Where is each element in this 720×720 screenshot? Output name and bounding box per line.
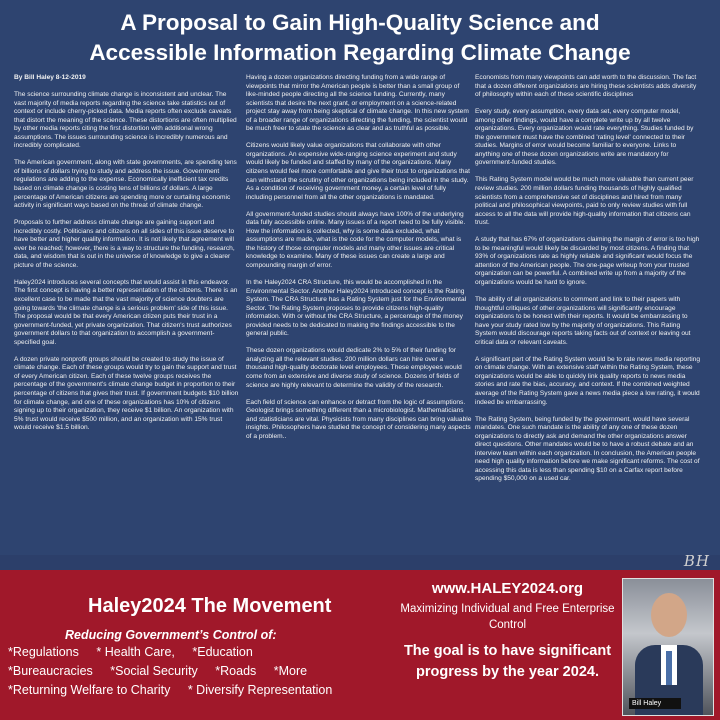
banner-right	[395, 580, 620, 683]
paragraph: This Rating System model would be much more valuable than current peer review studies. 200 million dollars funding thousands of highly qualified scientists from a comprehensive set of disciplines and hired from many political and philosophical viewpoints, paid to only review studies with full access to all the data will provide high-quality information that citizens can trust.	[475, 176, 694, 227]
paragraph: Each field of science can enhance or detract from the logic of assumptions. Geologist brings something different than a microbiologist. Mathematicians and statisticians are vital. Physicists from many disciplines can bring valuable insights. Philosophers have studied the concept of considering many aspects of a problem..	[246, 398, 472, 440]
tagline: Maximizing Individual and Free Enterprise Control	[400, 603, 615, 631]
items-row	[8, 643, 388, 662]
portrait-tie	[666, 651, 672, 685]
movement-heading: Haley2024 The Movement	[88, 595, 332, 617]
portrait-photo	[622, 578, 714, 716]
goal-statement: The goal is to have significant progress by the year 2024.	[403, 643, 612, 680]
paragraph: All government-funded studies should always have 100% of the underlying data fully accessible online. Many issues of a report need to be fully visible. How the information is collected, why is some data excluded, what assumptions are made, what is the code for the computer models, what is the history of those computer models and many other issues are critical knowledge to examine. Many of these issues can create a large and compounding margin of error.	[246, 210, 466, 269]
title-line-1: A Proposal to Gain High-Quality Science and	[120, 10, 600, 35]
title-line-2: Accessible Information Regarding Climate Change	[89, 40, 631, 65]
list-item: *Regulations	[8, 645, 79, 659]
monogram-signature: BH	[683, 552, 710, 570]
column-2	[246, 74, 472, 450]
list-item: *Education	[192, 645, 253, 659]
column-1	[14, 74, 240, 441]
paragraph: The science surrounding climate change is inconsistent and unclear. The vast majority of media reports regarding the science take statistics out of context or include cherry-picked data. Media reports often exclude caveats that distort the meaning of the science. These distortions are often multiplied by other media reports citing the first distortion with additional wrong assumptions. The issues surrounding science is incredibly numerous and incredibly complicated.	[14, 91, 237, 150]
list-item: *More	[273, 664, 308, 678]
paragraph: The American government, along with state governments, are spending tens of billions of dollars trying to study and address the issue. Government regulations are adding to the expense. Economically inefficient tax credits based on climate change is costing tens of billions of dollars. A large percentage of American citizens are spending more or curtailing economic activity in significant ways based on the threat of climate change.	[14, 159, 237, 210]
portrait-head	[651, 593, 687, 637]
list-item: *Roads	[215, 664, 257, 678]
items-row	[8, 662, 388, 681]
photo-caption: Bill Haley	[629, 698, 681, 709]
paragraph: A study that has 67% of organizations claiming the margin of error is too high to be meaningful would likely be discarded by most citizens. A finding that 93% of organizations rate as highly reliable and significant would focus the attention of the American people. The one-page writeup from your trusted organization can be powerful. A combined write up from a majority of the organizations would be hard to ignore.	[475, 236, 700, 286]
list-item: *Social Security	[110, 664, 198, 678]
list-item: * Diversify Representation	[187, 683, 333, 697]
paragraph: Citizens would likely value organizations that collaborate with other organizations. An expensive wide-ranging science experiment and study would likely be funded and staffed by many of the organizations. Many citizens would feel more comfortable and give their trust to organizations that can withstand the scrutiny of other organizations being included in the study. As a condition of receiving government money, a certain level of fully including personnel from all the other organizations is mandated.	[246, 142, 470, 201]
paragraph: In the Haley2024 CRA Structure, this would be accomplished in the Environmental Sector. Another Haley2024 introduced concept is the Rating System. The CRA Structure has a Rating System just for the Environmental Sector. The Rating System proposes to provide citizens high-quality information. With or without the CRA Structure, a percentage of the money provided needs to be dedicated to making the findings accessible to the general public.	[246, 278, 467, 338]
paragraph: Every study, every assumption, every data set, every computer model, among other findings, would have a complete write up by all twelve organizations. Every organization would rate everything. Studies funded by the government must have the combined 'rating level' connected to their studies. Margins of error would become familiar to everyone. Links to anything one of these dozen organizations write are mandatory for government-funded studies.	[475, 108, 694, 167]
paragraph: These dozen organizations would dedicate 2% to 5% of their funding for analyzing all the relevant studies. 200 million dollars can hire over a thousand high-quality doctorate level employees. These employees would come from an extensive and diverse study of science. Dozens of fields of science are highly relevant to determine the validity of the research.	[246, 347, 462, 389]
list-item: *Returning Welfare to Charity	[8, 683, 171, 697]
list-item: *Bureaucracies	[8, 664, 93, 678]
page-title	[0, 8, 720, 68]
column-3	[475, 74, 701, 492]
paragraph: Proposals to further address climate change are gaining support and incredibly costly. Politicians and citizens on all sides of this issue deserve to have better and higher quality information. It is not likely that agreement will ever be reached; however, there is a way to structure the funding, research, data, and wisdom that is out in the universe of knowledge to give a clearer picture of the science.	[14, 219, 235, 269]
byline: By Bill Haley 8-12-2019	[14, 74, 86, 81]
paragraph: Haley2024 introduces several concepts that would assist in this endeavor. The first concept is having a better representation of the citizens. There is an excellent case to be made that the vast majority of science doubters are going towards 'the climate change is a serious problem' side of this issue. The proposal would be that every American citizen puts their trust in a government-funded, yet private organization. That citizen's trust authorizes government dollars to that organization to accomplish a government-specified goal.	[14, 278, 238, 346]
reducing-heading: Reducing Government’s Control of:	[65, 628, 277, 642]
paragraph: The ability of all organizations to comment and link to their papers with thoughtful critiques of other organizations will significantly encourage organizations to be honest with their reports. It would be embarrassing to have your study rated low by the majority of organizations. This Rating System would discourage reports taking facts out of context or leaving out critical data or relevant caveats.	[475, 296, 691, 346]
paragraph: Economists from many viewpoints can add worth to the discussion. The fact that a dozen different organizations are hiring these scientists adds diversity of philosophy within each of these scientific disciplines	[475, 74, 697, 99]
website-url: www.HALEY2024.org	[431, 580, 584, 597]
paragraph: The Rating System, being funded by the government, would have several mandates. One such mandate is the ability of any one of these dozen organizations to directly ask and demand the other organizations answer direct questions. Other mandates would be to have a robust debate and an interview team within each organization. In conclusion, the American people need high quality information before we make significant reforms. The cost of accessing this data is less than spending $10 on a Carfax report before spending $50,000 on a used car.	[475, 415, 700, 483]
items-row	[8, 681, 388, 700]
paragraph: A dozen private nonprofit groups should be created to study the issue of climate change. Each of these groups would try to gain the support and trust of every American citizen. Each of these twelve groups receives the percentage of the government's climate change budget in proportion to their percentage of citizens that gives their trust. If government budgets $10 billion for climate change, and one of these organizations has 10% of citizens signing up to their organization, they receive $1 billion. An organization with 5% trust would receive $500 million, and an organization with 15% trust would receive $1.5 billion.	[14, 355, 239, 432]
paragraph: A significant part of the Rating System would be to rate news media reporting on climate change. With an extensive staff within the Rating System, these organizations would be able to quickly link quality reports to news media stories and rate the bias, accuracy, and context. If the combined weighted average of the Rating System gave a news media piece a low rating, it would indeed be embarrassing.	[475, 355, 701, 406]
list-item: * Health Care,	[96, 645, 175, 659]
control-items-list	[8, 643, 388, 700]
paragraph: Having a dozen organizations directing funding from a wide range of viewpoints that mirror the American people is better than a small group of like-minded people directing all the science funding. Currently, many scientists that desire the next grant, or employment on a science-related project stay away from being skeptical of climate change. In this new system of a broader range of organizations directing the funding, the scientist would be much freer to state the science as clear and as truthful as possible.	[246, 74, 469, 133]
